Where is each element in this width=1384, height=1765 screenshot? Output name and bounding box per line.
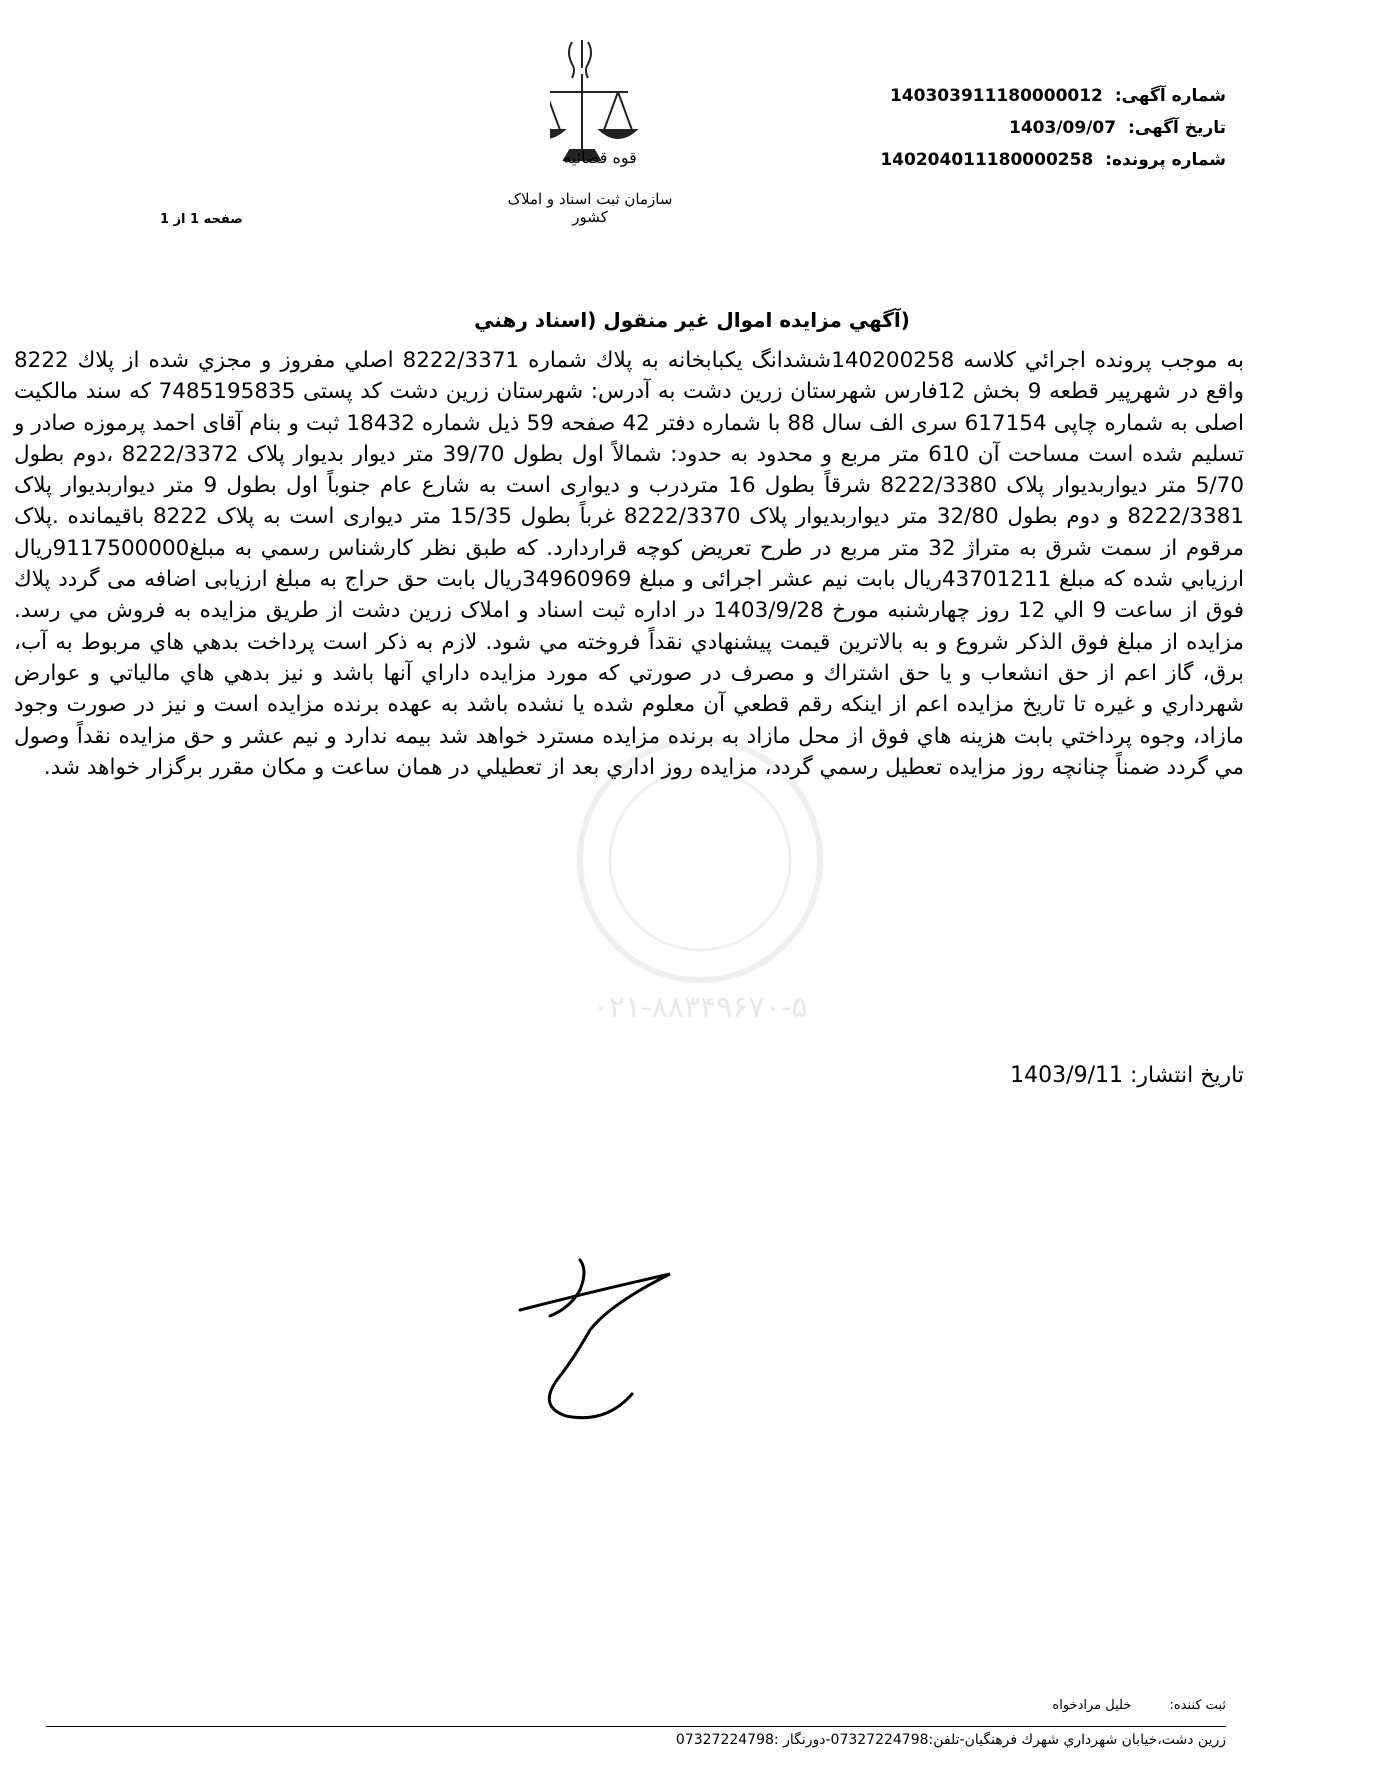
- case-number-label: شماره پرونده:: [1105, 150, 1226, 170]
- publication-date-label: تاریخ انتشار:: [1129, 1063, 1244, 1088]
- ad-number-row: [880, 80, 1226, 112]
- ad-number-value: 140303911180000012: [889, 86, 1103, 106]
- notice-body: به موجب پرونده اجرائي كلاسه 140200258ششدانگ یکبابخانه به پلاك شماره 8222/3371 اصلي مفروز و مجزي شده از پلاك 8222 واقع در شهرپير قطعه 9 بخش 12فارس شهرستان زرين دشت به آدرس: شهرستان زرین دشت کد پستی 7485195835 که سند مالکیت اصلی به شماره چاپی 617154 سری الف سال 88 با شماره دفتر 42 صفحه 59 ذیل شماره 18432 ثبت و بنام آقای احمد پرموزه صادر و تسلیم شده است مساحت آن 610 متر مربع و محدود به حدود: شمالاً اول بطول 39/70 متر دیوار بدیوار پلاک 8222/3372 ،دوم بطول 5/70 متر دیواربدیوار پلاک 8222/3380 شرقاً بطول 16 متردرب و دیواری است به شارع عام جنوباً اول بطول 9 متر دیواربدیوار پلاک 8222/3381 و دوم بطول 32/80 متر دیواربدیوار پلاک 8222/3370 غرباً بطول 15/35 متر دیواری است به پلاک 8222 باقیمانده .پلاک مرقوم از سمت شرق به متراژ 32 متر مربع در طرح تعریض كوچه قراردارد. كه طبق نظر كارشناس رسمي به مبلغ9117500000ريال ارزيابي شده كه مبلغ 43701211ریال بابت نیم عشر اجرائی و مبلغ 34960969ریال بابت حق حراج به مبلغ ارزیابی اضافه می گردد پلاك فوق از ساعت 9 الي 12 روز چهارشنبه مورخ 1403/9/28 در اداره ثبت اسناد و املاک زرین دشت از طريق مزايده به فروش مي رسد. مزايده از مبلغ فوق الذكر شروع و به بالاترين قيمت پيشنهادي نقداً فروخته مي شود. لازم به ذكر است پرداخت بدهي هاي مربوط به آب، برق، گاز اعم از حق انشعاب و يا حق اشتراك و مصرف در صورتي كه مورد مزايده داراي آنها باشد و نيز بدهي هاي مالياتي و عوارض شهرداري و غيره تا تاريخ مزايده اعم از اينكه رقم قطعي آن معلوم شده يا نشده باشد به عهده برنده مزايده است و نيز در صورت وجود مازاد، وجوه پرداختي بابت هزينه هاي فوق از محل مازاد به برنده مزايده مسترد خواهد شد بيمه ندارد و نيم عشر و حق مزايده نقداً وصول مي گردد ضمناً چنانچه روز مزايده تعطيل رسمي گردد، مزايده روز اداري بعد از تعطيلي در همان ساعت و مكان مقرر برگزار خواهد شد.: [14, 348, 1245, 780]
- logo-text-bottom: سازمان ثبت اسناد و املاک کشور: [507, 190, 673, 226]
- registrar-label: ثبت كننده:: [1169, 1698, 1226, 1713]
- judiciary-logo: [507, 30, 750, 250]
- ad-date-label: تاریخ آگهی:: [1127, 118, 1226, 138]
- ad-meta: [880, 80, 1226, 176]
- ad-number-label: شماره آگهی:: [1114, 86, 1226, 106]
- page-indicator: صفحه 1 از 1: [160, 212, 243, 227]
- notice-title: (آگهي مزايده اموال غير منقول (اسناد رهني: [474, 308, 910, 332]
- ad-date-value: 1403/09/07: [1008, 118, 1117, 138]
- emblem-icon: [550, 40, 636, 160]
- ad-date-row: [880, 112, 1226, 144]
- case-number-row: [880, 144, 1226, 176]
- footer-divider: [46, 1726, 1226, 1727]
- case-number-value: 140204011180000258: [880, 150, 1094, 170]
- publication-date-value: 1403/9/11: [1010, 1063, 1123, 1088]
- logo-text-top: قوه قضائیه: [563, 148, 637, 167]
- footer-address: زرين دشت،خيابان شهرداري شهرك فرهنگيان-تلفن:07327224798-دورنگار :07327224798: [675, 1732, 1226, 1748]
- registrar-name: خليل مرادخواه: [1052, 1698, 1132, 1713]
- handwritten-signature: [510, 1240, 680, 1420]
- watermark-phone: ۰۲۱-۸۸۳۴۹۶۷۰-۵: [592, 990, 808, 1025]
- publication-date: [1010, 1063, 1244, 1088]
- registrar: [1052, 1698, 1226, 1713]
